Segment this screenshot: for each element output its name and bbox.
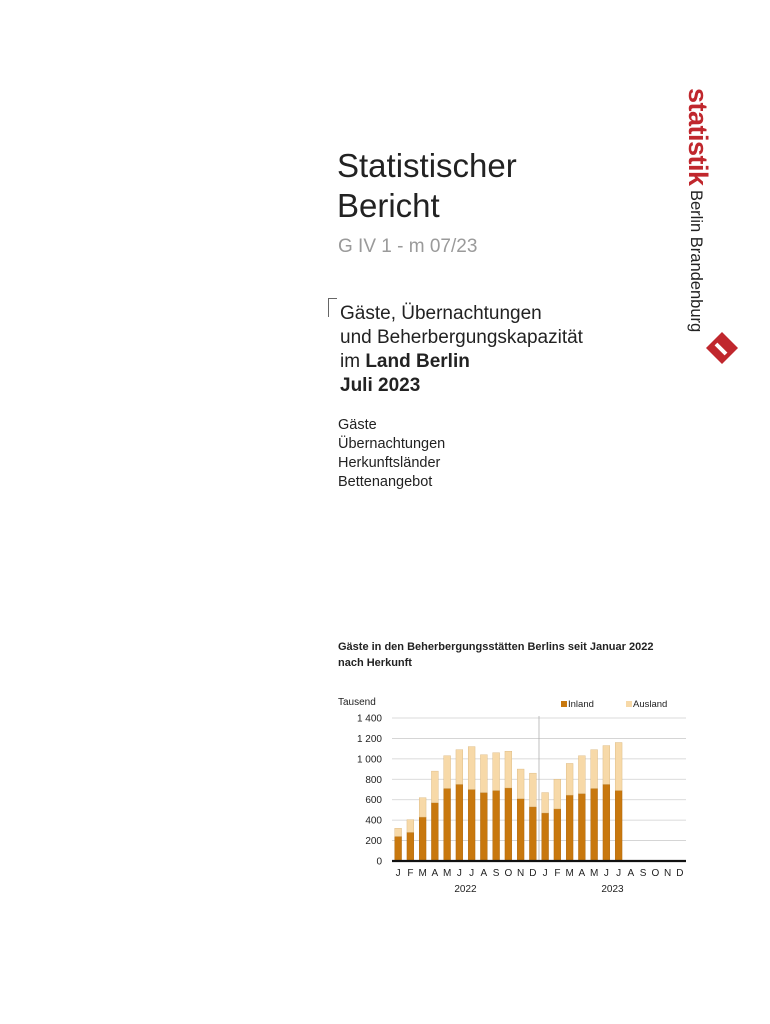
topic-item: Bettenangebot bbox=[338, 474, 433, 490]
subject-region: Land Berlin bbox=[365, 351, 470, 372]
x-tick-label: S bbox=[492, 868, 500, 879]
y-tick-label: 1 200 bbox=[356, 733, 382, 745]
x-tick-label: J bbox=[542, 868, 548, 879]
bar-ausland bbox=[395, 828, 402, 836]
bar-ausland bbox=[603, 746, 610, 785]
bar-inland bbox=[566, 795, 573, 861]
bar-inland bbox=[529, 807, 536, 861]
subject-period: Juli 2023 bbox=[340, 375, 421, 396]
bar-ausland bbox=[529, 773, 536, 807]
y-tick-label: 200 bbox=[365, 836, 382, 848]
topic-item: Übernachtungen bbox=[338, 436, 446, 452]
bar-ausland bbox=[517, 769, 524, 799]
bar-inland bbox=[468, 790, 475, 862]
x-tick-label: M bbox=[589, 868, 599, 879]
chart-title bbox=[338, 639, 653, 671]
bar-ausland bbox=[431, 771, 438, 803]
x-tick-label: N bbox=[517, 868, 525, 879]
x-tick-label: S bbox=[639, 868, 647, 879]
bar-inland bbox=[578, 794, 585, 861]
x-tick-label: M bbox=[565, 868, 574, 879]
y-tick-label: 0 bbox=[376, 856, 382, 868]
x-tick-label: A bbox=[627, 868, 635, 879]
subject-line2: und Beherbergungskapazität bbox=[340, 327, 583, 348]
x-tick-label: J bbox=[456, 868, 462, 879]
y-tick-label: 600 bbox=[365, 795, 382, 807]
year-label: 2023 bbox=[601, 884, 624, 895]
legend-swatch bbox=[561, 701, 567, 707]
bar-ausland bbox=[542, 793, 549, 813]
legend-swatch bbox=[626, 701, 632, 707]
bar-ausland bbox=[444, 756, 451, 789]
bar-ausland bbox=[615, 743, 622, 791]
bar-ausland bbox=[468, 747, 475, 790]
subject-line3 bbox=[340, 350, 583, 374]
x-tick-label: J bbox=[616, 868, 622, 879]
x-tick-label: M bbox=[442, 868, 452, 879]
logo-region: Berlin Brandenburg bbox=[686, 190, 705, 333]
bar-inland bbox=[554, 809, 561, 861]
bar-inland bbox=[591, 788, 598, 861]
legend-label: Ausland bbox=[633, 699, 668, 710]
y-axis-label: Tausend bbox=[338, 697, 376, 708]
y-tick-label: 800 bbox=[365, 774, 382, 786]
topic-item: Gäste bbox=[338, 417, 377, 433]
y-tick-label: 1 000 bbox=[356, 754, 382, 766]
x-tick-label: M bbox=[418, 868, 427, 879]
bar-inland bbox=[431, 803, 438, 861]
bar-inland bbox=[542, 813, 549, 861]
x-tick-label: F bbox=[554, 868, 561, 879]
bar-ausland bbox=[419, 798, 426, 817]
x-tick-label: D bbox=[529, 868, 537, 879]
x-tick-label: J bbox=[395, 868, 401, 879]
report-title bbox=[337, 146, 517, 226]
bar-inland bbox=[444, 788, 451, 861]
chart-title-line2: nach Herkunft bbox=[338, 657, 412, 669]
x-tick-label: O bbox=[504, 868, 513, 879]
bar-inland bbox=[505, 788, 512, 861]
x-tick-label: A bbox=[431, 868, 439, 879]
bar-inland bbox=[603, 784, 610, 861]
topic-item: Herkunftsländer bbox=[338, 455, 441, 471]
bar-inland bbox=[493, 791, 500, 861]
bar-ausland bbox=[578, 756, 585, 794]
topic-list bbox=[338, 416, 445, 492]
bar-inland bbox=[395, 836, 402, 861]
report-code: G IV 1 - m 07/23 bbox=[338, 236, 478, 257]
bar-inland bbox=[615, 791, 622, 861]
corner-bracket-icon bbox=[328, 298, 337, 317]
bar-ausland bbox=[505, 751, 512, 788]
x-tick-label: A bbox=[578, 868, 586, 879]
x-tick-label: D bbox=[676, 868, 684, 879]
subject-line1: Gäste, Übernachtungen bbox=[340, 303, 542, 324]
report-subject bbox=[340, 302, 583, 398]
statistik-logo bbox=[682, 86, 744, 376]
year-label: 2022 bbox=[454, 884, 477, 895]
bar-inland bbox=[419, 817, 426, 861]
guests-chart bbox=[336, 690, 696, 900]
y-tick-label: 1 400 bbox=[356, 713, 382, 725]
bar-inland bbox=[407, 832, 414, 861]
x-tick-label: J bbox=[469, 868, 475, 879]
bar-inland bbox=[456, 784, 463, 861]
legend-label: Inland bbox=[568, 699, 594, 710]
logo-word: statistik bbox=[682, 88, 713, 186]
bar-inland bbox=[517, 799, 524, 861]
bar-ausland bbox=[591, 750, 598, 789]
x-tick-label: O bbox=[651, 868, 660, 879]
chart-title-line1: Gäste in den Beherbergungsstätten Berlins seit Januar 2022 bbox=[338, 641, 654, 653]
bar-ausland bbox=[566, 763, 573, 795]
report-title-line2: Bericht bbox=[337, 187, 440, 224]
bar-ausland bbox=[554, 779, 561, 809]
bar-ausland bbox=[480, 755, 487, 793]
subject-line3-prefix: im bbox=[340, 351, 366, 372]
x-tick-label: F bbox=[407, 868, 414, 879]
report-title-line1: Statistischer bbox=[337, 147, 517, 184]
bar-inland bbox=[480, 793, 487, 861]
bar-ausland bbox=[407, 820, 414, 833]
logo-diamond-icon bbox=[706, 332, 738, 364]
x-tick-label: N bbox=[664, 868, 672, 879]
y-tick-label: 400 bbox=[365, 815, 382, 827]
bar-ausland bbox=[493, 753, 500, 791]
x-tick-label: J bbox=[603, 868, 609, 879]
x-tick-label: A bbox=[480, 868, 488, 879]
bar-ausland bbox=[456, 750, 463, 785]
